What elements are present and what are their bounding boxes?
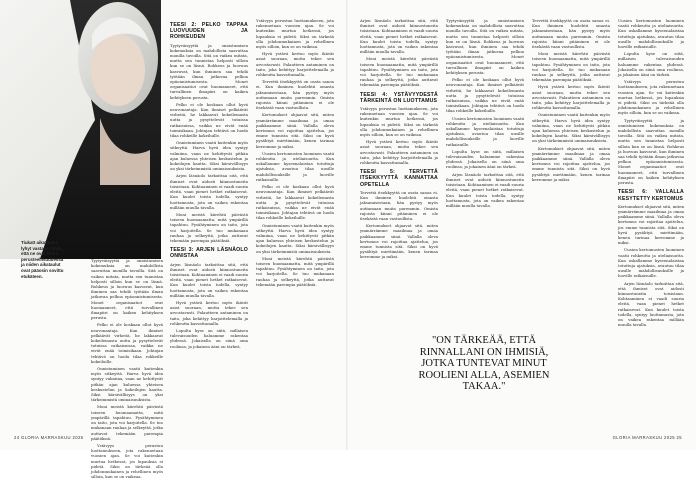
paragraph: Pelko ei ole koskaan ollut hyvä neuvonantaja. Kun ihmiset pelkäävät virheitä, he lakkaavat kokeilemasta uutta ja pysyttelevät tutuissa ratkaisuissa, vaikka ne eivät enää toimisikaan. Johtajan tehtävä on luoda tilaa rohkeille kokeiluille. [446, 77, 524, 114]
paragraph: Arjen läsnäolo tarkoittaa sitä, että ihmiset ovat aidosti kiinnostuneita toisistaan. Kohtaaminen ei vaadi suuria eleitä, vaan pienet hetket ratkaisevat. Kun kuulet toista todella, syntyy luottamusta, jota on vaikea rakentaa millään muulla tavalla. [170, 261, 248, 298]
right-column-3 [532, 18, 610, 318]
section-heading: TEESI 2: PELKO TAPPAA LUOVUUDEN JA ROHKEUDEN [170, 22, 248, 41]
paragraph: Arjen läsnäolo tarkoittaa sitä, että ihmiset ovat aidosti kiinnostuneita toisistaan. Kohtaaminen ei vaadi suuria eleitä, vaan pienet hetket ratkaisevat. Kun kuulet toista todella, syntyy luottamusta, jota on vaikea rakentaa millään muulla tavalla. [360, 18, 438, 55]
paragraph: Tervettä itsekkyyttä on osata sanoa ei. Kun ihminen huolehtii omasta jaksamisestaan, hän pystyy myös auttamaan muita paremmin. Omista rajoista kiinni pitäminen ei ole itsekästä vaan vastuullista. [360, 189, 438, 221]
paragraph: Moni meistä kiirehtii päivästä toiseen huomaamatta, mitä ympärillä tapahtuu. Pysähtyminen on taito, jota voi harjoitella. Se tuo mukanaan rauhaa ja selkeyttä, jotka auttavat tekemään parempia päätöksiä. [91, 404, 163, 441]
paragraph: Ystävyys perustuu luottamukseen, jota rakennetaan vuosien ajan. Se voi kuitenkin murtua hetkessä, jos lupauksia ei pidetä. Siksi on tärkeää olla johdonmukainen ja rehellinen myös silloin, kun se on vaikeaa. [91, 442, 163, 479]
paragraph: Uusien kertomusten luominen vaatii rohkeutta ja uteliaisuutta. Kun uskallamme kyseenalaistaa totuttuja ajatuksia, avautuu tilaa uusille mahdollisuuksille ja luoville ratkaisuille. [618, 18, 684, 50]
paragraph: Moni meistä kiirehtii päivästä toiseen huomaamatta, mitä ympärillä tapahtuu. Pysähtyminen on taito, jota voi harjoitella. Se tuo mukanaan rauhaa ja selkeyttä, jotka auttavat tekemään parempia päätöksiä. [532, 51, 610, 83]
paragraph: Arjen läsnäolo tarkoittaa sitä, että ihmiset ovat aidosti kiinnostuneita toisistaan. Kohtaaminen ei vaadi suuria eleitä, vaan pienet hetket ratkaisevat. Kun kuulet toista todella, syntyy luottamusta, jota on vaikea rakentaa millään muulla tavalla. [446, 171, 524, 208]
left-column-2 [170, 18, 248, 428]
page-footer-right: GLORIA MARRASKUU 2025 25 [612, 435, 682, 440]
paragraph: Uusien kertomusten luominen vaatii rohkeutta ja uteliaisuutta. Kun uskallamme kyseenalaistaa totuttuja ajatuksia, avautuu tilaa uusille mahdollisuuksille ja luoville ratkaisuille. [618, 247, 684, 279]
portrait-photo [0, 0, 161, 259]
paragraph: Arjen läsnäolo tarkoittaa sitä, että ihmiset ovat aidosti kiinnostuneita toisistaan. Kohtaaminen ei vaadi suuria eleitä, vaan pienet hetket ratkaisevat. Kun kuulet toista todella, syntyy luottamusta, jota on vaikea rakentaa millään muulla tavalla. [618, 280, 684, 328]
left-column-3 [256, 18, 334, 428]
paragraph: Onnistuminen vaatii kuitenkin myös sitkeyttä. Harva hyvä idea syntyy valmiina, vaan ne kehittyvät pitkän ajan kuluessa yhteisen keskustelun ja kokeilujen kautta. Siksi kärsivällisyys on yksi tärkeimmistä ominaisuuksista. [170, 140, 248, 172]
paragraph: Pelko ei ole koskaan ollut hyvä neuvonantaja. Kun ihmiset pelkäävät virheitä, he lakkaavat kokeilemasta uutta ja pysyttelevät tutuissa ratkaisuissa, vaikka ne eivät enää toimisikaan. Johtajan tehtävä on luoda tilaa rohkeille kokeiluille. [256, 184, 334, 221]
paragraph: Moni meistä kiirehtii päivästä toiseen huomaamatta, mitä ympärillä tapahtuu. Pysähtyminen on taito, jota voi harjoitella. Se tuo mukanaan rauhaa ja selkeyttä, jotka auttavat tekemään parempia päätöksiä. [170, 211, 248, 243]
pull-quote: "ON TÄRKEÄÄ, ETTÄ RINNALLANI ON IHMISIÄ, JOTKA TUNTEVAT MINUT ROOLIENI ALLA, ASEMIEN TAKAA." [418, 335, 550, 392]
paragraph: Ystävyys perustuu luottamukseen, jota rakennetaan vuosien ajan. Se voi kuitenkin murtua hetkessä, jos lupauksia ei pidetä. Siksi on tärkeää olla johdonmukainen ja rehellinen myös silloin, kun se on vaikeaa. [256, 18, 334, 50]
paragraph: Moni meistä kiirehtii päivästä toiseen huomaamatta, mitä ympärillä tapahtuu. Pysähtyminen on taito, jota voi harjoitella. Se tuo mukanaan rauhaa ja selkeyttä, jotka auttavat tekemään parempia päätöksiä. [256, 255, 334, 287]
left-column-1 [91, 258, 163, 479]
paragraph: Tyytyväisyyttä ja onnistumisen kokemuksia on mahdollista saavuttaa monilla tavoilla. Sitä on vaikea mitata, mutta sen tunnistaa helposti silloin kun se on läsnä. Rohkeus ja luovuus kasvavat, kun ihminen saa tehdä työtään ilman jatkuvaa pelkoa epäonnistumisesta. Monet organisaatiot ovat huomanneet, että turvallinen ilmapiiri on kaiken kehityksen perusta. [170, 42, 248, 100]
paragraph: Onnistuminen vaatii kuitenkin myös sitkeyttä. Harva hyvä idea syntyy valmiina, vaan ne kehittyvät pitkän ajan kuluessa yhteisen keskustelun ja kokeilujen kautta. Siksi kärsivällisyys on yksi tärkeimmistä ominaisuuksista. [256, 222, 334, 254]
paragraph: Tervettä itsekkyyttä on osata sanoa ei. Kun ihminen huolehtii omasta jaksamisestaan, hän pystyy myös auttamaan muita paremmin. Omista rajoista kiinni pitäminen ei ole itsekästä vaan vastuullista. [256, 79, 334, 111]
paragraph: Pelko ei ole koskaan ollut hyvä neuvonantaja. Kun ihmiset pelkäävät virheitä, he lakkaavat kokeilemasta uutta ja pysyttelevät tutuissa ratkaisuissa, vaikka ne eivät enää toimisikaan. Johtajan tehtävä on luoda tilaa rohkeille kokeiluille. [91, 322, 163, 364]
paragraph: Tyytyväisyyttä ja onnistumisen kokemuksia on mahdollista saavuttaa monilla tavoilla. Sitä on vaikea mitata, mutta sen tunnistaa helposti silloin kun se on läsnä. Rohkeus ja luovuus kasvavat, kun ihminen saa tehdä työtään ilman jatkuvaa pelkoa epäonnistumisesta. Monet organisaatiot ovat huomanneet, että turvallinen ilmapiiri on kaiken kehityksen perusta. [91, 258, 163, 321]
paragraph: Onnistuminen vaatii kuitenkin myös sitkeyttä. Harva hyvä idea syntyy valmiina, vaan ne kehittyvät pitkän ajan kuluessa yhteisen keskustelun ja kokeilujen kautta. Siksi kärsivällisyys on yksi tärkeimmistä ominaisuuksista. [532, 112, 610, 144]
paragraph: Arjen läsnäolo tarkoittaa sitä, että ihmiset ovat aidosti kiinnostuneita toisistaan. Kohtaaminen ei vaadi suuria eleitä, vaan pienet hetket ratkaisevat. Kun kuulet toista todella, syntyy luottamusta, jota on vaikea rakentaa millään muulla tavalla. [170, 173, 248, 210]
section-heading: TEESI 4: YSTÄVYYDESTÄ TÄRKEINTÄ ON LUOTTAMUS [360, 91, 438, 104]
paragraph: Kertomukset ohjaavat sitä, miten ymmärrämme maailmaa ja omaa paikkaamme siinä. Vallalla oleva kertomus voi rajoittaa ajattelua, jos emme tunnista sitä. Siksi on hyvä pysähtyä miettimään, kenen tarinaa kerromme ja miksi. [618, 203, 684, 246]
paragraph: Ystävyys perustuu luottamukseen, jota rakennetaan vuosien ajan. Se voi kuitenkin murtua hetkessä, jos lupauksia ei pidetä. Siksi on tärkeää olla johdonmukainen ja rehellinen myös silloin, kun se on vaikeaa. [360, 106, 438, 138]
paragraph: Tyytyväisyyttä ja onnistumisen kokemuksia on mahdollista saavuttaa monilla tavoilla. Sitä on vaikea mitata, mutta sen tunnistaa helposti silloin kun se on läsnä. Rohkeus ja luovuus kasvavat, kun ihminen saa tehdä työtään ilman jatkuvaa pelkoa epäonnistumisesta. Monet organisaatiot ovat huomanneet, että turvallinen ilmapiiri on kaiken kehityksen perusta. [446, 18, 524, 76]
paragraph: Kertomukset ohjaavat sitä, miten ymmärrämme maailmaa ja omaa paikkaamme siinä. Vallalla oleva kertomus voi rajoittaa ajattelua, jos emme tunnista sitä. Siksi on hyvä pysähtyä miettimään, kenen tarinaa kerromme ja miksi. [256, 112, 334, 149]
section-heading: TEESI 6: VALLALLA KESYTETTY KERTOMUS [618, 189, 684, 202]
paragraph: Uusien kertomusten luominen vaatii rohkeutta ja uteliaisuutta. Kun uskallamme kyseenalaistaa totuttuja ajatuksia, avautuu tilaa uusille mahdollisuuksille ja luoville ratkaisuille. [446, 115, 524, 147]
paragraph: Hyvä ystävä kertoo myös ikävät asiat suoraan, mutta tekee sen arvostavasti. Palautteen antaminen on taito, joka kehittyy harjoittelemalla ja rohkeutta kasvattamalla. [170, 299, 248, 326]
portrait-illustration [0, 0, 161, 259]
right-column-2 [446, 18, 524, 318]
paragraph: Tervettä itsekkyyttä on osata sanoa ei. Kun ihminen huolehtii omasta jaksamisestaan, hän pystyy myös auttamaan muita paremmin. Omista rajoista kiinni pitäminen ei ole itsekästä vaan vastuullista. [532, 18, 610, 50]
photo-caption: Tiukatt aikataulot: lyhyt vastaus tähän, että ne ovat kiinni perusteellisuudessa ja niiden aikataulut ovat pääosin sovittu etukäteen. [21, 240, 64, 279]
section-heading: TEESI 5: TERVETTÄ ITSEKKYYTTÄ KANNATTAA OPETELLA [360, 169, 438, 188]
paragraph: Hyvä ystävä kertoo myös ikävät asiat suoraan, mutta tekee sen arvostavasti. Palautteen antaminen on taito, joka kehittyy harjoittelemalla ja rohkeutta kasvattamalla. [360, 139, 438, 166]
paragraph: Ystävyys perustuu luottamukseen, jota rakennetaan vuosien ajan. Se voi kuitenkin murtua hetkessä, jos lupauksia ei pidetä. Siksi on tärkeää olla johdonmukainen ja rehellinen myös silloin, kun se on vaikeaa. [618, 79, 684, 116]
paragraph: Hyvä ystävä kertoo myös ikävät asiat suoraan, mutta tekee sen arvostavasti. Palautteen antaminen on taito, joka kehittyy harjoittelemalla ja rohkeutta kasvattamalla. [532, 84, 610, 111]
paragraph: Lopulta kyse on siitä, millaisen tulevaisuuden haluamme rakentaa yhdessä. Jokaisella on siinä oma roolinsa, ja jokainen ääni on tärkeä. [618, 51, 684, 78]
page-footer-left: 24 GLORIA MARRASKUU 2025 [14, 435, 84, 440]
paragraph: Moni meistä kiirehtii päivästä toiseen huomaamatta, mitä ympärillä tapahtuu. Pysähtyminen on taito, jota voi harjoitella. Se tuo mukanaan rauhaa ja selkeyttä, jotka auttavat tekemään parempia päätöksiä. [360, 56, 438, 88]
paragraph: Hyvä ystävä kertoo myös ikävät asiat suoraan, mutta tekee sen arvostavasti. Palautteen antaminen on taito, joka kehittyy harjoittelemalla ja rohkeutta kasvattamalla. [256, 51, 334, 78]
right-column-4 [618, 18, 684, 428]
paragraph: Lopulta kyse on siitä, millaisen tulevaisuuden haluamme rakentaa yhdessä. Jokaisella on siinä oma roolinsa, ja jokainen ääni on tärkeä. [170, 327, 248, 349]
section-heading: TEESI 3: ARJEN LÄSNÄOLO ONNISTAA [170, 247, 248, 260]
paragraph: Uusien kertomusten luominen vaatii rohkeutta ja uteliaisuutta. Kun uskallamme kyseenalaistaa totuttuja ajatuksia, avautuu tilaa uusille mahdollisuuksille ja luoville ratkaisuille. [256, 150, 334, 182]
paragraph: Lopulta kyse on siitä, millaisen tulevaisuuden haluamme rakentaa yhdessä. Jokaisella on siinä oma roolinsa, ja jokainen ääni on tärkeä. [446, 148, 524, 170]
paragraph: Kertomukset ohjaavat sitä, miten ymmärrämme maailmaa ja omaa paikkaamme siinä. Vallalla oleva kertomus voi rajoittaa ajattelua, jos emme tunnista sitä. Siksi on hyvä pysähtyä miettimään, kenen tarinaa kerromme ja miksi. [360, 223, 438, 260]
paragraph: Tyytyväisyyttä ja onnistumisen kokemuksia on mahdollista saavuttaa monilla tavoilla. Sitä on vaikea mitata, mutta sen tunnistaa helposti silloin kun se on läsnä. Rohkeus ja luovuus kasvavat, kun ihminen saa tehdä työtään ilman jatkuvaa pelkoa epäonnistumisesta. Monet organisaatiot ovat huomanneet, että turvallinen ilmapiiri on kaiken kehityksen perusta. [618, 117, 684, 186]
paragraph: Onnistuminen vaatii kuitenkin myös sitkeyttä. Harva hyvä idea syntyy valmiina, vaan ne kehittyvät pitkän ajan kuluessa yhteisen keskustelun ja kokeilujen kautta. Siksi kärsivällisyys on yksi tärkeimmistä ominaisuuksista. [91, 366, 163, 403]
paragraph: Pelko ei ole koskaan ollut hyvä neuvonantaja. Kun ihmiset pelkäävät virheitä, he lakkaavat kokeilemasta uutta ja pysyttelevät tutuissa ratkaisuissa, vaikka ne eivät enää toimisikaan. Johtajan tehtävä on luoda tilaa rohkeille kokeiluille. [170, 101, 248, 139]
paragraph: Kertomukset ohjaavat sitä, miten ymmärrämme maailmaa ja omaa paikkaamme siinä. Vallalla oleva kertomus voi rajoittaa ajattelua, jos emme tunnista sitä. Siksi on hyvä pysähtyä miettimään, kenen tarinaa kerromme ja miksi. [532, 145, 610, 182]
